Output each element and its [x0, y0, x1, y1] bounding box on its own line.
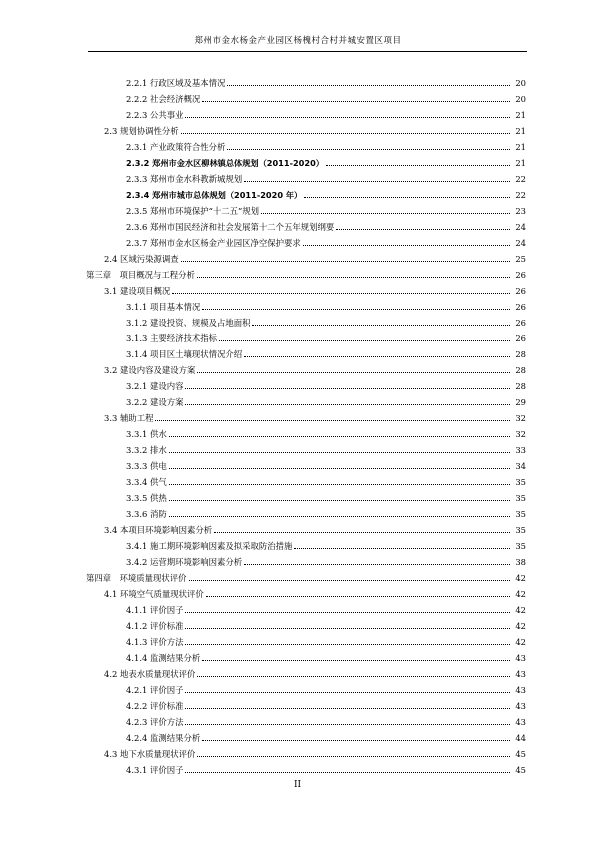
toc-dot-leader — [169, 451, 510, 453]
toc-entry-label: 3.3.6 消防 — [126, 509, 167, 520]
toc-entry-label: 3.3.1 供水 — [126, 429, 167, 440]
toc-entry-page: 35 — [515, 541, 526, 552]
toc-entry[interactable] — [86, 200, 526, 216]
toc-entry[interactable] — [86, 359, 526, 375]
toc-entry-label: 4.2.3 评价方法 — [126, 716, 184, 727]
toc-entry-label: 4.1.4 监测结果分析 — [126, 652, 201, 663]
toc-dot-leader — [261, 212, 510, 214]
toc-entry[interactable] — [86, 168, 526, 184]
toc-dot-leader — [304, 196, 510, 198]
toc-entry[interactable] — [86, 312, 526, 328]
toc-entry[interactable] — [86, 104, 526, 120]
toc-entry-page: 43 — [515, 716, 526, 727]
toc-entry[interactable] — [86, 407, 526, 423]
toc-entry-page: 28 — [515, 349, 526, 360]
toc-entry-label: 3.3.2 排水 — [126, 445, 167, 456]
header-rule — [88, 51, 527, 52]
toc-entry-page: 23 — [515, 205, 526, 216]
toc-dot-leader — [169, 467, 510, 469]
toc-entry-label: 2.3.4 郑州市城市总体规划（2011-2020 年） — [126, 189, 303, 200]
toc-entry-label: 3.1.3 主要经济技术指标 — [126, 333, 217, 344]
toc-entry[interactable] — [86, 343, 526, 359]
toc-entry[interactable] — [86, 120, 526, 136]
toc-entry-page: 26 — [515, 333, 526, 344]
toc-entry-page: 21 — [515, 125, 526, 136]
toc-entry[interactable] — [86, 439, 526, 455]
toc-dot-leader — [169, 499, 510, 501]
toc-entry[interactable] — [86, 232, 526, 248]
toc-entry[interactable] — [86, 487, 526, 503]
toc-entry-label: 2.3.6 郑州市国民经济和社会发展第十二个五年规划纲要 — [126, 221, 335, 232]
toc-entry-label: 3.2 建设内容及建设方案 — [104, 365, 196, 376]
toc-entry-label: 3.1.4 项目区土壤现状情况介绍 — [126, 349, 243, 360]
table-of-contents — [86, 72, 526, 775]
toc-dot-leader — [197, 276, 510, 278]
toc-entry-label: 3.4 本项目环境影响因素分析 — [104, 525, 213, 536]
toc-dot-leader — [202, 100, 510, 102]
toc-dot-leader — [202, 308, 510, 310]
toc-entry-page: 26 — [515, 301, 526, 312]
toc-entry-page: 26 — [515, 285, 526, 296]
toc-entry[interactable] — [86, 567, 526, 583]
toc-entry-page: 29 — [515, 397, 526, 408]
toc-entry[interactable] — [86, 296, 526, 312]
toc-entry[interactable] — [86, 679, 526, 695]
toc-entry[interactable] — [86, 375, 526, 391]
toc-entry-label: 第四章 环境质量现状评价 — [86, 573, 187, 583]
toc-entry[interactable] — [86, 455, 526, 471]
toc-dot-leader — [252, 324, 510, 326]
toc-dot-leader — [169, 435, 510, 437]
toc-entry[interactable] — [86, 519, 526, 535]
page-number: II — [293, 780, 302, 790]
toc-entry-page: 44 — [515, 732, 526, 743]
toc-dot-leader — [185, 643, 510, 645]
toc-dot-leader — [197, 371, 510, 373]
toc-entry-label: 2.3 规划协调性分析 — [104, 125, 179, 136]
toc-dot-leader — [303, 244, 510, 246]
toc-dot-leader — [244, 563, 510, 565]
toc-entry-label: 3.2.1 建设内容 — [126, 381, 184, 392]
toc-entry-page: 43 — [515, 668, 526, 679]
toc-entry-page: 25 — [515, 253, 526, 264]
toc-entry[interactable] — [86, 551, 526, 567]
toc-entry-label: 2.2.2 社会经济概况 — [126, 93, 201, 104]
toc-entry-label: 3.4.2 运营期环境影响因素分析 — [126, 557, 243, 568]
toc-dot-leader — [169, 483, 510, 485]
toc-dot-leader — [326, 164, 510, 166]
toc-entry-page: 42 — [515, 573, 526, 583]
toc-entry-page: 26 — [515, 317, 526, 328]
toc-entry-page: 24 — [515, 221, 526, 232]
toc-entry-label: 2.3.7 郑州市金水区杨金产业园区净空保护要求 — [126, 237, 301, 248]
toc-entry-page: 35 — [515, 525, 526, 536]
toc-entry-page: 28 — [515, 381, 526, 392]
toc-entry-page: 34 — [515, 461, 526, 472]
toc-dot-leader — [185, 707, 510, 709]
toc-dot-leader — [202, 659, 510, 661]
toc-entry-label: 3.1.2 建设投资、规模及占地面积 — [126, 317, 251, 328]
toc-entry-page: 20 — [515, 77, 526, 88]
toc-entry-page: 42 — [515, 588, 526, 599]
toc-entry-page: 20 — [515, 93, 526, 104]
toc-dot-leader — [181, 260, 510, 262]
toc-entry-label: 2.2.1 行政区域及基本情况 — [126, 77, 226, 88]
toc-entry-label: 3.1 建设项目概况 — [104, 285, 171, 296]
toc-entry[interactable] — [86, 72, 526, 88]
toc-dot-leader — [172, 292, 510, 294]
toc-entry[interactable] — [86, 695, 526, 711]
toc-dot-leader — [244, 180, 510, 182]
toc-dot-leader — [206, 595, 510, 597]
toc-entry-label: 4.2.2 评价标准 — [126, 700, 184, 711]
toc-dot-leader — [336, 228, 510, 230]
toc-entry[interactable] — [86, 152, 526, 168]
toc-entry[interactable] — [86, 471, 526, 487]
toc-entry-page: 32 — [515, 413, 526, 424]
toc-dot-leader — [227, 84, 510, 86]
toc-entry-page: 42 — [515, 636, 526, 647]
toc-entry-label: 3.3.3 供电 — [126, 461, 167, 472]
toc-dot-leader — [185, 723, 510, 725]
toc-entry[interactable] — [86, 663, 526, 679]
toc-entry-label: 4.1 环境空气质量现状评价 — [104, 588, 204, 599]
toc-entry-page: 42 — [515, 620, 526, 631]
toc-entry-label: 4.1.1 评价因子 — [126, 604, 184, 615]
toc-entry[interactable] — [86, 759, 526, 775]
toc-entry-page: 32 — [515, 429, 526, 440]
toc-entry[interactable] — [86, 743, 526, 759]
toc-entry-page: 22 — [515, 189, 526, 200]
toc-entry[interactable] — [86, 583, 526, 599]
toc-dot-leader — [169, 515, 510, 517]
toc-entry-label: 4.3.1 评价因子 — [126, 764, 184, 775]
toc-dot-leader — [244, 355, 510, 357]
toc-entry[interactable] — [86, 216, 526, 232]
toc-entry-label: 3.3.4 供气 — [126, 477, 167, 488]
toc-entry-label: 3.3.5 供热 — [126, 493, 167, 504]
toc-entry-label: 第三章 项目概况与工程分析 — [86, 269, 195, 280]
toc-entry-label: 2.3.1 产业政策符合性分析 — [126, 141, 226, 152]
toc-entry-page: 43 — [515, 652, 526, 663]
toc-entry-label: 2.3.2 郑州市金水区柳林镇总体规划（2011-2020） — [126, 157, 324, 168]
toc-dot-leader — [185, 691, 510, 693]
toc-entry[interactable] — [86, 280, 526, 296]
toc-entry-page: 43 — [515, 700, 526, 711]
toc-dot-leader — [227, 148, 510, 150]
toc-entry-page: 35 — [515, 493, 526, 504]
toc-entry-page: 33 — [515, 445, 526, 456]
toc-entry[interactable] — [86, 184, 526, 200]
toc-entry-page: 28 — [515, 365, 526, 376]
toc-entry-label: 2.4 区域污染源调查 — [104, 253, 179, 264]
toc-dot-leader — [181, 132, 510, 134]
toc-entry-page: 21 — [515, 109, 526, 120]
toc-entry-label: 4.3 地下水质量现状评价 — [104, 748, 196, 759]
running-header: 郑州市金水杨金产业园区杨槐村合村并城安置区项目 — [194, 36, 402, 46]
toc-dot-leader — [185, 771, 510, 773]
toc-dot-leader — [219, 339, 510, 341]
toc-entry[interactable] — [86, 248, 526, 264]
toc-entry[interactable] — [86, 535, 526, 551]
toc-entry-page: 45 — [515, 748, 526, 759]
toc-entry-page: 43 — [515, 684, 526, 695]
toc-entry-label: 4.2.1 评价因子 — [126, 684, 184, 695]
toc-entry[interactable] — [86, 615, 526, 631]
toc-entry[interactable] — [86, 328, 526, 344]
toc-entry-label: 2.3.3 郑州市金水科教新城规划 — [126, 173, 243, 184]
toc-entry[interactable] — [86, 599, 526, 615]
toc-entry[interactable] — [86, 391, 526, 407]
toc-entry-label: 3.3 辅助工程 — [104, 413, 154, 424]
toc-entry-label: 4.1.3 评价方法 — [126, 636, 184, 647]
toc-entry-page: 21 — [515, 141, 526, 152]
toc-entry-label: 4.1.2 评价标准 — [126, 620, 184, 631]
toc-dot-leader — [197, 675, 510, 677]
toc-entry-page: 21 — [515, 157, 526, 168]
toc-dot-leader — [197, 755, 510, 757]
toc-entry-page: 26 — [515, 269, 526, 280]
toc-dot-leader — [294, 547, 510, 549]
toc-entry-page: 38 — [515, 557, 526, 568]
toc-entry[interactable] — [86, 264, 526, 280]
toc-entry[interactable] — [86, 88, 526, 104]
toc-entry[interactable] — [86, 727, 526, 743]
toc-dot-leader — [185, 387, 510, 389]
toc-entry[interactable] — [86, 711, 526, 727]
toc-dot-leader — [155, 419, 510, 421]
toc-dot-leader — [185, 116, 510, 118]
toc-entry-label: 2.3.5 郑州市环境保护“十二五”规划 — [126, 205, 260, 216]
toc-dot-leader — [214, 531, 510, 533]
toc-entry-page: 45 — [515, 764, 526, 775]
toc-dot-leader — [185, 627, 510, 629]
toc-entry-page: 35 — [515, 477, 526, 488]
toc-entry-label: 3.4.1 施工期环境影响因素及拟采取防治措施 — [126, 541, 293, 552]
toc-dot-leader — [185, 611, 510, 613]
toc-entry-label: 4.2 地表水质量现状评价 — [104, 668, 196, 679]
toc-entry[interactable] — [86, 136, 526, 152]
toc-entry[interactable] — [86, 423, 526, 439]
toc-entry-page: 35 — [515, 509, 526, 520]
toc-entry-label: 3.2.2 建设方案 — [126, 397, 184, 408]
toc-entry-label: 3.1.1 项目基本情况 — [126, 301, 201, 312]
toc-dot-leader — [185, 403, 510, 405]
toc-entry[interactable] — [86, 631, 526, 647]
toc-entry[interactable] — [86, 503, 526, 519]
toc-entry-page: 24 — [515, 237, 526, 248]
toc-entry-page: 42 — [515, 604, 526, 615]
toc-entry[interactable] — [86, 647, 526, 663]
toc-entry-page: 22 — [515, 173, 526, 184]
toc-entry-label: 2.2.3 公共事业 — [126, 109, 184, 120]
toc-entry-label: 4.2.4 监测结果分析 — [126, 732, 201, 743]
toc-dot-leader — [189, 579, 511, 581]
toc-dot-leader — [202, 739, 510, 741]
